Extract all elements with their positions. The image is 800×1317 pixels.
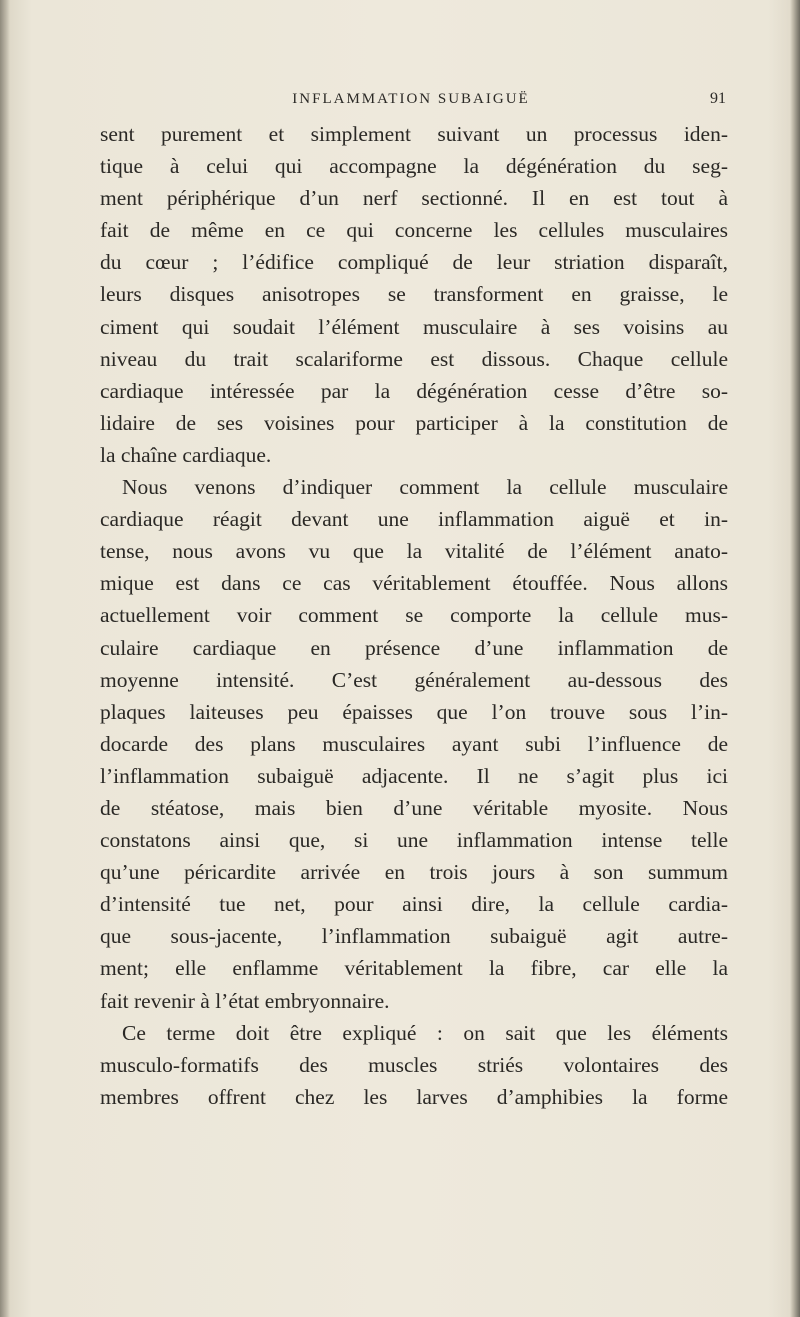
text-line: fait revenir à l’état embryonnaire. bbox=[100, 988, 390, 1013]
text-line: docarde des plans musculaires ayant subi l’influence de bbox=[100, 731, 728, 756]
text-line: lidaire de ses voisines pour participer à la constitution de bbox=[100, 410, 728, 435]
text-line: de stéatose, mais bien d’une véritable myosite. Nous bbox=[100, 795, 728, 820]
text-line: tique à celui qui accompagne la dégénération du seg- bbox=[100, 154, 728, 179]
text-line: mique est dans ce cas véritablement étouffée. Nous allons bbox=[100, 571, 728, 596]
text-line: ment périphérique d’un nerf sectionné. Il en est tout à bbox=[100, 186, 728, 211]
text-line: la chaîne cardiaque. bbox=[100, 442, 272, 467]
text-line: cardiaque intéressée par la dégénération cesse d’être so- bbox=[100, 378, 728, 403]
text-line: moyenne intensité. C’est généralement au-dessous des bbox=[100, 667, 728, 692]
text-line: ciment qui soudait l’élément musculaire à ses voisins au bbox=[100, 314, 728, 339]
text-line: plaques laiteuses peu épaisses que l’on trouve sous l’in- bbox=[100, 699, 728, 724]
text-line: membres offrent chez les larves d’amphibies la forme bbox=[100, 1084, 728, 1109]
body-text bbox=[100, 118, 728, 1113]
text-line: Nous venons d’indiquer comment la cellule musculaire bbox=[122, 475, 728, 500]
text-line: l’inflammation subaiguë adjacente. Il ne s’agit plus ici bbox=[100, 763, 728, 788]
text-line: leurs disques anisotropes se transforment en graisse, le bbox=[100, 282, 728, 307]
text-line: musculo-formatifs des muscles striés volontaires des bbox=[100, 1052, 728, 1077]
text-line: ment; elle enflamme véritablement la fibre, car elle la bbox=[100, 956, 728, 981]
text-line: sent purement et simplement suivant un processus iden- bbox=[100, 122, 728, 146]
text-line: culaire cardiaque en présence d’une inflammation de bbox=[100, 635, 728, 660]
running-header bbox=[96, 88, 726, 110]
text-line: du cœur ; l’édifice compliqué de leur striation disparaît, bbox=[100, 250, 728, 275]
text-line: Ce terme doit être expliqué : on sait que les éléments bbox=[122, 1020, 728, 1045]
text-line: cardiaque réagit devant une inflammation aiguë et in- bbox=[100, 507, 728, 532]
text-line: tense, nous avons vu que la vitalité de l’élément anato- bbox=[100, 539, 728, 564]
page-left-shadow bbox=[0, 0, 10, 1317]
text-line: qu’une péricardite arrivée en trois jours à son summum bbox=[100, 860, 728, 885]
page-right-shadow bbox=[790, 0, 800, 1317]
page-number: 91 bbox=[710, 90, 726, 107]
running-title: INFLAMMATION SUBAIGUË bbox=[292, 91, 530, 107]
text-line: constatons ainsi que, si une inflammation intense telle bbox=[100, 828, 728, 853]
text-line: d’intensité tue net, pour ainsi dire, la cellule cardia- bbox=[100, 892, 728, 917]
text-line: actuellement voir comment se comporte la cellule mus- bbox=[100, 603, 728, 628]
text-line: niveau du trait scalariforme est dissous. Chaque cellule bbox=[100, 346, 728, 371]
text-line: que sous-jacente, l’inflammation subaiguë agit autre- bbox=[100, 924, 728, 949]
text-line: fait de même en ce qui concerne les cellules musculaires bbox=[100, 218, 728, 243]
